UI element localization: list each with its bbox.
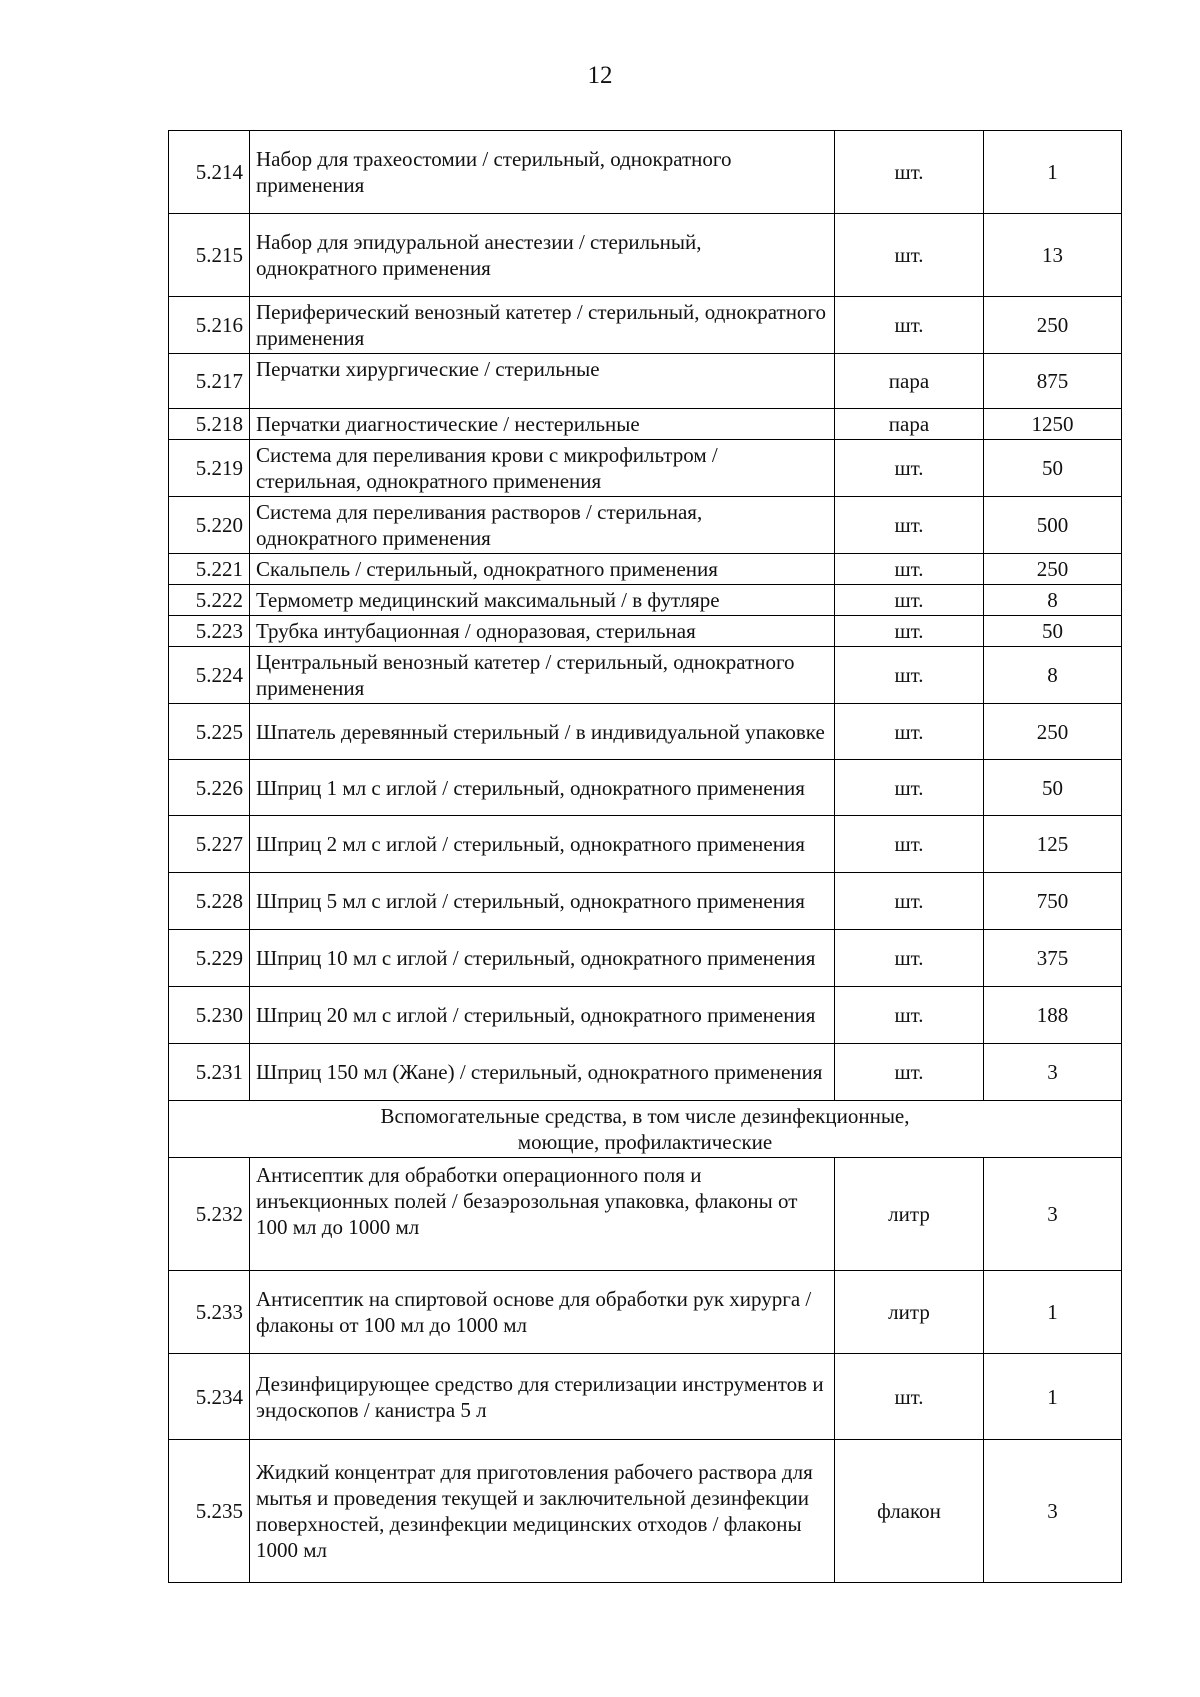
- item-quantity: 188: [984, 987, 1122, 1044]
- item-name: Жидкий концентрат для приготовления рабочего раствора для мытья и проведения текущей и заключительной дезинфекции поверхностей, дезинфекции медицинских отходов / флаконы 1000 мл: [250, 1440, 835, 1583]
- item-number: 5.225: [169, 704, 250, 760]
- item-name: Шприц 2 мл с иглой / стерильный, однократного применения: [250, 816, 835, 873]
- table-row: [169, 1271, 1122, 1354]
- table-row: [169, 930, 1122, 987]
- item-quantity: 3: [984, 1044, 1122, 1101]
- item-unit: шт.: [835, 616, 984, 647]
- item-unit: шт.: [835, 873, 984, 930]
- item-unit: шт.: [835, 704, 984, 760]
- item-number: 5.214: [169, 131, 250, 214]
- table-row: [169, 1354, 1122, 1440]
- item-unit: шт.: [835, 497, 984, 554]
- item-unit: шт.: [835, 131, 984, 214]
- item-unit: пара: [835, 409, 984, 440]
- table-row: [169, 760, 1122, 816]
- item-number: 5.233: [169, 1271, 250, 1354]
- item-name: Скальпель / стерильный, однократного применения: [250, 554, 835, 585]
- item-unit: шт.: [835, 554, 984, 585]
- item-name: Термометр медицинский максимальный / в футляре: [250, 585, 835, 616]
- table-row: [169, 354, 1122, 409]
- item-name: Перчатки диагностические / нестерильные: [250, 409, 835, 440]
- item-number: 5.234: [169, 1354, 250, 1440]
- item-unit: литр: [835, 1158, 984, 1271]
- item-quantity: 250: [984, 704, 1122, 760]
- item-name: Антисептик для обработки операционного поля и инъекционных полей / безаэрозольная упаковка, флаконы от 100 мл до 1000 мл: [250, 1158, 835, 1271]
- item-quantity: 50: [984, 760, 1122, 816]
- item-name: Перчатки хирургические / стерильные: [250, 354, 835, 409]
- item-name: Центральный венозный катетер / стерильный, однократного применения: [250, 647, 835, 704]
- item-number: 5.220: [169, 497, 250, 554]
- item-unit: шт.: [835, 760, 984, 816]
- table-row: [169, 704, 1122, 760]
- item-number: 5.232: [169, 1158, 250, 1271]
- item-name: Дезинфицирующее средство для стерилизации инструментов и эндоскопов / канистра 5 л: [250, 1354, 835, 1440]
- section-title-line-1: Вспомогательные средства, в том числе дезинфекционные,: [380, 1104, 910, 1128]
- item-unit: шт.: [835, 440, 984, 497]
- section-header-row: [169, 1101, 1122, 1158]
- item-number: 5.217: [169, 354, 250, 409]
- item-unit: литр: [835, 1271, 984, 1354]
- item-number: 5.221: [169, 554, 250, 585]
- item-name: Шприц 150 мл (Жане) / стерильный, однократного применения: [250, 1044, 835, 1101]
- item-unit: шт.: [835, 647, 984, 704]
- item-number: 5.218: [169, 409, 250, 440]
- table-row: [169, 616, 1122, 647]
- item-quantity: 250: [984, 297, 1122, 354]
- table-row: [169, 497, 1122, 554]
- item-name: Шприц 20 мл с иглой / стерильный, однократного применения: [250, 987, 835, 1044]
- item-quantity: 250: [984, 554, 1122, 585]
- section-title: [169, 1101, 1122, 1158]
- table-row: [169, 297, 1122, 354]
- item-name: Шприц 5 мл с иглой / стерильный, однократного применения: [250, 873, 835, 930]
- item-unit: шт.: [835, 214, 984, 297]
- item-number: 5.229: [169, 930, 250, 987]
- table-row: [169, 816, 1122, 873]
- item-number: 5.216: [169, 297, 250, 354]
- item-unit: флакон: [835, 1440, 984, 1583]
- item-quantity: 50: [984, 616, 1122, 647]
- table-row: [169, 987, 1122, 1044]
- item-unit: шт.: [835, 987, 984, 1044]
- table-row: [169, 440, 1122, 497]
- item-number: 5.235: [169, 1440, 250, 1583]
- item-name: Шприц 10 мл с иглой / стерильный, однократного применения: [250, 930, 835, 987]
- item-name: Набор для трахеостомии / стерильный, однократного применения: [250, 131, 835, 214]
- item-unit: шт.: [835, 930, 984, 987]
- item-name: Шприц 1 мл с иглой / стерильный, однократного применения: [250, 760, 835, 816]
- section-title-line-2: моющие, профилактические: [517, 1130, 773, 1154]
- item-name: Шпатель деревянный стерильный / в индивидуальной упаковке: [250, 704, 835, 760]
- table-row: [169, 585, 1122, 616]
- item-quantity: 750: [984, 873, 1122, 930]
- item-quantity: 8: [984, 585, 1122, 616]
- item-quantity: 3: [984, 1440, 1122, 1583]
- item-number: 5.223: [169, 616, 250, 647]
- supplies-table: [168, 130, 1122, 1583]
- item-name: Система для переливания крови с микрофильтром / стерильная, однократного применения: [250, 440, 835, 497]
- table-row: [169, 409, 1122, 440]
- item-unit: шт.: [835, 297, 984, 354]
- item-unit: шт.: [835, 1044, 984, 1101]
- item-number: 5.230: [169, 987, 250, 1044]
- table-row: [169, 214, 1122, 297]
- item-quantity: 875: [984, 354, 1122, 409]
- item-name: Трубка интубационная / одноразовая, стерильная: [250, 616, 835, 647]
- item-name: Антисептик на спиртовой основе для обработки рук хирурга / флаконы от 100 мл до 1000 мл: [250, 1271, 835, 1354]
- item-quantity: 3: [984, 1158, 1122, 1271]
- table-row: [169, 131, 1122, 214]
- item-quantity: 50: [984, 440, 1122, 497]
- item-quantity: 1: [984, 1271, 1122, 1354]
- item-unit: шт.: [835, 816, 984, 873]
- item-quantity: 13: [984, 214, 1122, 297]
- item-number: 5.215: [169, 214, 250, 297]
- item-number: 5.222: [169, 585, 250, 616]
- item-name: Набор для эпидуральной анестезии / стерильный, однократного применения: [250, 214, 835, 297]
- item-number: 5.219: [169, 440, 250, 497]
- item-quantity: 375: [984, 930, 1122, 987]
- table-row: [169, 1158, 1122, 1271]
- item-quantity: 125: [984, 816, 1122, 873]
- item-unit: шт.: [835, 585, 984, 616]
- table-row: [169, 1440, 1122, 1583]
- table-row: [169, 873, 1122, 930]
- item-number: 5.227: [169, 816, 250, 873]
- item-quantity: 8: [984, 647, 1122, 704]
- item-unit: пара: [835, 354, 984, 409]
- table-row: [169, 647, 1122, 704]
- item-quantity: 1: [984, 131, 1122, 214]
- table-row: [169, 554, 1122, 585]
- item-unit: шт.: [835, 1354, 984, 1440]
- item-quantity: 1: [984, 1354, 1122, 1440]
- item-number: 5.231: [169, 1044, 250, 1101]
- item-quantity: 500: [984, 497, 1122, 554]
- item-number: 5.228: [169, 873, 250, 930]
- item-number: 5.224: [169, 647, 250, 704]
- item-name: Система для переливания растворов / стерильная, однократного применения: [250, 497, 835, 554]
- table-row: [169, 1044, 1122, 1101]
- item-quantity: 1250: [984, 409, 1122, 440]
- item-number: 5.226: [169, 760, 250, 816]
- item-name: Периферический венозный катетер / стерильный, однократного применения: [250, 297, 835, 354]
- page-number: 12: [587, 62, 613, 89]
